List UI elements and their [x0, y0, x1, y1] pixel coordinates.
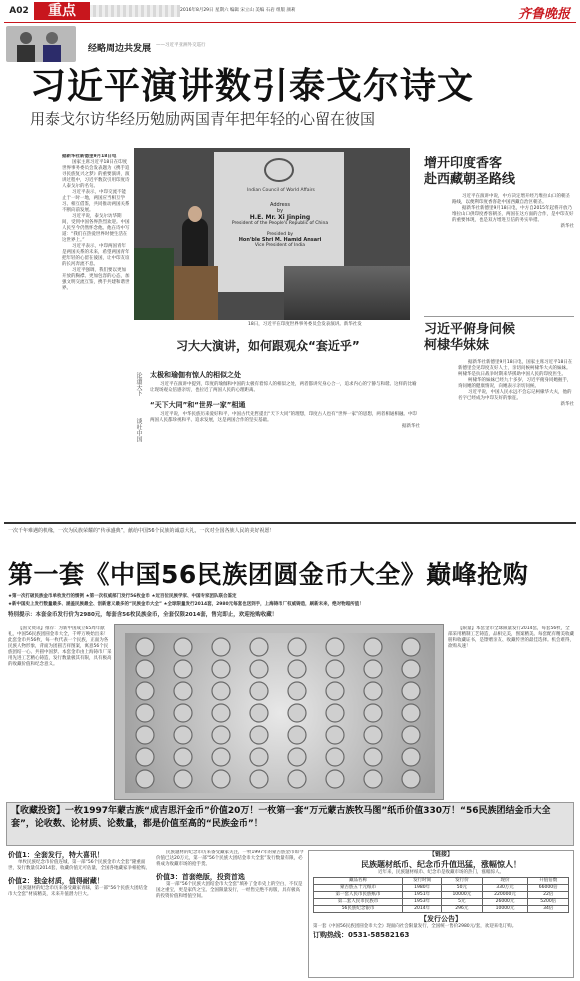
link-label: 【链接】	[428, 851, 453, 858]
coin-icon	[364, 748, 382, 766]
paper-logo: 齐鲁晚报	[517, 7, 570, 22]
table-header: 藏品名称	[314, 878, 403, 885]
table-cell: 1951年	[403, 892, 442, 899]
coin-icon	[250, 748, 268, 766]
article-paragraph: 习近平强调，我们要以更加开放的胸襟、更加包容的心态，加强文明交流互鉴，携手共建和谐世界。	[62, 268, 130, 291]
table-header: 现价	[482, 878, 528, 885]
coin-album-image	[114, 624, 444, 800]
headline-sub: 用泰戈尔访华经历勉励两国青年把年轻的心留在彼国	[30, 110, 376, 128]
sidebar-bottom-title: 习近平俯身问候	[424, 322, 516, 337]
photo-screen-text	[220, 202, 340, 248]
link-sub: 近年来，民族题材纸币、纪念币是收藏市场的热门，涨幅惊人。	[378, 870, 504, 875]
coin-icon	[402, 682, 420, 700]
coin-icon	[212, 660, 230, 678]
coin-icon	[288, 660, 306, 678]
coin-icon	[326, 726, 344, 744]
coin-icon	[364, 726, 382, 744]
masthead-ornament	[90, 5, 180, 17]
value-text-2: 民族题材的纪念币历来备受藏家青睐，第一部“56个民族大团结金币大全套”材质精美，未来升值潜力巨大。	[8, 886, 148, 897]
commentary-tag: 论道天下	[135, 372, 142, 396]
article-paragraph: 国家主席习近平18日在印度世界事务委员会发表题为《携手追寻民族复兴之梦》的重要演讲，演讲过程中，习近平数次引用印度诗人泰戈尔的名句。	[62, 160, 130, 189]
ad-lower-mid	[156, 850, 304, 978]
coin-icon	[402, 748, 420, 766]
sidebar-bottom-paragraph: 据新华社新德里9月18日电，国家主席习近平18日在新德里会见印度友好人士，亲切问候柯棣华大夫的妹妹。柯棣华是抗日战争时期来华援助中国人民的印度医生。	[458, 360, 573, 377]
table-cell: 330万元	[482, 885, 528, 892]
page-number: A02	[6, 4, 32, 18]
coin-icon	[174, 748, 192, 766]
ad-bullets-2: ★新中国史上发行数量最多、涵盖民族最全、创新意义最多的“民族金币大全” ★全球限量发行2014套，2980元每套也送到手，上海铸币厂权威铸造，刷新未来，绝对物超所值！	[8, 602, 364, 607]
sidebar-bottom-paragraph: 柯棣华的妹妹已经九十多岁，习近平俯身同她握手，询问她的健康情况，向她表示亲切问候。	[458, 378, 572, 389]
article-main	[62, 154, 130, 428]
screen-line: H.E. Mr. Xi Jinping	[249, 214, 311, 221]
commentary-sub2: “天下大同”和“世界一家”相通	[150, 401, 246, 409]
coin-icon	[402, 638, 420, 656]
coin-icon	[364, 660, 382, 678]
coin-icon	[174, 770, 192, 788]
section-label: 重点	[34, 2, 90, 20]
ad-left-text	[8, 626, 112, 786]
coin-icon	[174, 682, 192, 700]
phone-label: 订购热线：	[313, 931, 348, 939]
leader-avatar-icon	[6, 26, 76, 62]
commentary-title: 习大大演讲，如何跟观众“套近乎”	[176, 339, 360, 353]
coin-icon	[402, 770, 420, 788]
table-cell: 220000元	[482, 892, 528, 899]
screen-line: Hon'ble Shri M. Hamid Ansari	[238, 237, 322, 243]
sidebar-bottom-title-2: 柯棣华妹妹	[424, 338, 490, 353]
link-title: 民族题材纸币、纪念币升值迅猛，涨幅惊人！	[361, 860, 521, 869]
table-cell: 10000元	[442, 892, 483, 899]
table-cell: 66000倍	[528, 885, 569, 892]
table-cell: 1980年	[403, 885, 442, 892]
column-title: 经略周边共发展	[88, 44, 152, 54]
screen-line: President of the People's Republic of China	[231, 221, 329, 226]
ad-highlight-line: 特别提示：本套金币发行价为2980元，每套含56枚民族金币，全套仅限2014套，售完即止，欢迎抢购收藏！	[8, 612, 278, 618]
coin-icon	[288, 748, 306, 766]
table-cell: 第二套人民币民族币	[314, 899, 403, 906]
coin-icon	[212, 748, 230, 766]
value-text-mid-2: 第一部“56个民族大团结金币大全套”填补了金币史上的空白，不仅是国之重宝，更是家传之宝。全国限量发行，一经售完绝不再版，具有极高的投资价值和增值空间。	[156, 882, 303, 899]
screen-line: Vice President of India	[254, 243, 306, 248]
table-cell: 26000元	[482, 899, 528, 906]
commentary-tag-2: 谈吐中国	[135, 418, 142, 442]
price-table	[313, 877, 569, 913]
date-line: 2016年8月29日 星期六 编辑 宋立山 美编 石岩 组版 颜莉	[180, 8, 296, 13]
coin-icon	[174, 704, 192, 722]
commentary-sub1: 太极和瑜伽有惊人的相似之处	[150, 371, 241, 379]
value-text-mid-1: 民族题材的纪念币历来备受藏家关注，一枚1997年的蒙古族金币如今价值已达20万元，第一部“56个民族大团结金币大全套”发行数量有限，必将成为收藏市场的抢手货。	[156, 850, 304, 867]
issue-label: 【发行公告】	[420, 915, 462, 923]
sidebar-top-paragraph: 习近平在演讲中说，中方决定增开经乃堆拉山口的朝圣路线，以便利印度香客赴中国西藏自治区朝圣。	[452, 194, 570, 205]
coin-icon	[288, 726, 306, 744]
sidebar-top-title: 增开印度香客	[424, 156, 503, 171]
headline-main: 习近平演讲数引泰戈尔诗文	[30, 66, 475, 107]
table-cell: 50元	[442, 885, 483, 892]
sidebar-divider	[424, 316, 574, 317]
coin-icon	[212, 682, 230, 700]
coin-icon	[250, 660, 268, 678]
coin-icon	[288, 770, 306, 788]
sidebar-top-paragraph: 据新华社新德里9月18日电，中方自2015年起将开放乃堆拉山口供印度香客朝圣，两国在这方面的合作，是中印友好的重要体现，也是双方增进互信的务实举措。	[452, 206, 574, 223]
table-row	[314, 906, 569, 913]
speaker-head	[188, 206, 202, 222]
coin-icon	[136, 682, 154, 700]
screen-line: Presided by	[266, 232, 294, 237]
coin-icon	[136, 726, 154, 744]
sidebar-bottom-source: 新华社	[560, 402, 574, 407]
table-header-row	[314, 878, 569, 885]
article-dateline: 据新华社新德里9月18日电	[62, 154, 117, 159]
audience	[284, 266, 410, 320]
coin-icon	[364, 704, 382, 722]
value-heading-2: 价值2：独金材质，值得耐藏！	[8, 877, 104, 885]
coin-icon	[174, 638, 192, 656]
table-row	[314, 885, 569, 892]
table-row	[314, 892, 569, 899]
coin-icon	[288, 638, 306, 656]
table-row	[314, 899, 569, 906]
table-cell: 5200倍	[528, 899, 569, 906]
coin-icon	[326, 748, 344, 766]
coin-icon	[136, 660, 154, 678]
left-plant	[134, 248, 174, 320]
coins-icon	[115, 625, 444, 800]
table-header: 发行价	[442, 878, 483, 885]
table-cell: 34倍	[528, 906, 569, 913]
commentary-author: 据新华社	[402, 424, 420, 429]
podium	[174, 266, 218, 320]
table-header: 升值倍数	[528, 878, 569, 885]
coin-icon	[250, 726, 268, 744]
coin-icon	[174, 660, 192, 678]
masthead-rule	[4, 22, 576, 23]
table-header: 发行时间	[403, 878, 442, 885]
coin-icon	[136, 704, 154, 722]
table-cell: 2014年	[403, 906, 442, 913]
coin-icon	[364, 770, 382, 788]
commentary-sub2-text: 习近平说，中华民族历来爱好和平，中国古代先哲提出“天下大同”的理想，印度古人也有“世界一家”的思想，两者相通相融。中印两国人民都珍视和平、追求发展，这是两国合作的坚实基础。	[150, 412, 417, 423]
table-cell: 5元	[442, 899, 483, 906]
ad-left-paragraph: 【国文资讯】推荐：为新中国成立65周年献礼，中国56民族团圆金币大全，千呼万唤始出来！此套金币共56枚，每一枚代表一个民族，正面为各民族人物形象，背面为团圆吉祥图案，寓意56个民族团结一心、共圆中国梦。本套金币由上海铸币厂采用先进工艺精心铸造，发行数量极其有限，具有极高的收藏价值和纪念意义。	[8, 626, 112, 667]
screen-line: by	[276, 208, 284, 214]
photo-screen-caption: Indian Council of World Affairs	[247, 188, 315, 193]
coin-icon	[288, 704, 306, 722]
article-paragraph: 习近平表示，中印交流不能止于一时一地，两国应当相互学习、相互借鉴，共同推动两国关系不断向前发展。	[62, 190, 130, 213]
ad-bullets-1: ★第一次打破民族金币单枚发行的惯例 ★第一次权威部门发行56枚金币 ★近百位民族学家、中国专家团队联合鉴定	[8, 594, 237, 599]
sidebar-top-title-2: 赴西藏朝圣路线	[424, 172, 516, 187]
screen-line: Address	[270, 202, 290, 208]
coin-icon	[402, 704, 420, 722]
coin-icon	[402, 660, 420, 678]
ad-headline: 第一套《中国56民族团圆金币大全》巅峰抢购	[8, 560, 529, 589]
value-heading-1: 价值1：全套发行，特大喜讯！	[8, 851, 104, 859]
coin-icon	[212, 638, 230, 656]
coin-icon	[402, 726, 420, 744]
table-cell: 1953年	[403, 899, 442, 906]
ad-right-text	[448, 626, 574, 786]
article-paragraph: 习近平表示，中印两国青年是两国关系的未来，希望两国青年把年轻的心留在彼国，让中印友谊的长河奔流不息。	[62, 244, 130, 267]
ad-right-paragraph: 【限量】本套金币全球限量发行2014套，每套56枚，全部采用精制工艺铸造，品相完美，图案精美。每套配有精美收藏册和收藏证书，是馈赠亲友、收藏传世的最佳选择。机会难得，欲购从速！	[448, 626, 574, 649]
coin-icon	[288, 682, 306, 700]
table-cell: 296元	[442, 906, 483, 913]
coin-icon	[326, 638, 344, 656]
sidebar-bottom	[424, 322, 574, 518]
masthead	[0, 0, 580, 22]
coin-icon	[364, 682, 382, 700]
sidebar-top	[424, 156, 574, 326]
sidebar-bottom-paragraph: 习近平说，中国人民永远不会忘记柯棣华大夫，他的名字已经成为中印友好的象征。	[458, 390, 572, 401]
main-photo	[134, 148, 410, 320]
commentary-sub1-text: 习近平在演讲中提到，印度的瑜伽和中国的太极有着惊人的相似之处，两者都讲究身心合一，追求内心的宁静与和谐。这样的比喻让现场观众倍感亲切，也拉近了两国人民的心理距离。	[150, 382, 417, 393]
table-cell: 56民族纪念银币	[314, 906, 403, 913]
ad-separator	[4, 522, 576, 524]
coin-icon	[326, 704, 344, 722]
coin-icon	[212, 704, 230, 722]
coin-icon	[136, 748, 154, 766]
coin-icon	[364, 638, 382, 656]
coin-icon	[250, 638, 268, 656]
coin-icon	[250, 770, 268, 788]
coin-icon	[250, 704, 268, 722]
coin-icon	[136, 770, 154, 788]
sidebar-top-source: 新华社	[560, 224, 574, 229]
ad-band-text: 【收藏投资】一枚1997年蒙古族“成吉思汗金币”价值20万！一枚第一套“万元蒙古族牧马图”纸币价值330万！“56民族团结金币大全套”，论收数、论材质、论数量，都是价值至高的“民族金币”！	[11, 806, 551, 829]
ad-lower-left	[8, 850, 150, 978]
photo-caption: 18日，习近平在印度世界事务委员会发表演讲。新华社发	[248, 322, 362, 327]
phone-line	[309, 930, 573, 941]
column-subtitle: ——习近平亚洲外交巡行	[156, 43, 206, 48]
table-cell: 第一套人民币民族纸币	[314, 892, 403, 899]
coin-icon	[212, 770, 230, 788]
people-icon	[6, 26, 76, 62]
table-cell: 22倍	[528, 892, 569, 899]
commentary-body	[150, 370, 420, 520]
coin-icon	[326, 770, 344, 788]
coin-icon	[136, 638, 154, 656]
value-text-1: 单枚民族纪念币价值连城，第一部“56个民族金币大全套”隆重面世，发行数量仅2014套，收藏价值无可估量，全国各地藏家争相抢购。	[8, 860, 150, 871]
ad-banner-line: 一次千年难遇的机缘，一次为民族荣耀的“传承盛典”，献给中国56个民族的诚意大礼，一次对全国各族人民的美好祝愿！	[8, 528, 275, 534]
column-label	[6, 26, 306, 64]
phone-number[interactable]: 0531-58582163	[348, 931, 410, 939]
coin-icon	[174, 726, 192, 744]
coin-icon	[212, 726, 230, 744]
photo-screen-emblem-icon	[264, 158, 294, 182]
article-paragraph: 习近平说，泰戈尔访华期间，受到中国各界热烈欢迎。中国人民至今仍然怀念他。他在诗中写道：“我们在热爱世界时便生活在这世界上。”	[62, 214, 130, 243]
ad-lower-right	[308, 850, 574, 978]
table-cell: 10000元	[482, 906, 528, 913]
issue-text: 第一套《中国56民族团圆金币大全》现面向社会限量发行，全国统一售价2980元/套，欢迎来电订购。	[313, 924, 517, 929]
ad-collection-band	[6, 802, 574, 846]
coin-icon	[326, 660, 344, 678]
coin-icon	[250, 682, 268, 700]
table-cell: 蒙古族五十元纸币	[314, 885, 403, 892]
value-heading-3: 价值3：首套绝版，投资首选	[156, 873, 245, 881]
coin-icon	[326, 682, 344, 700]
